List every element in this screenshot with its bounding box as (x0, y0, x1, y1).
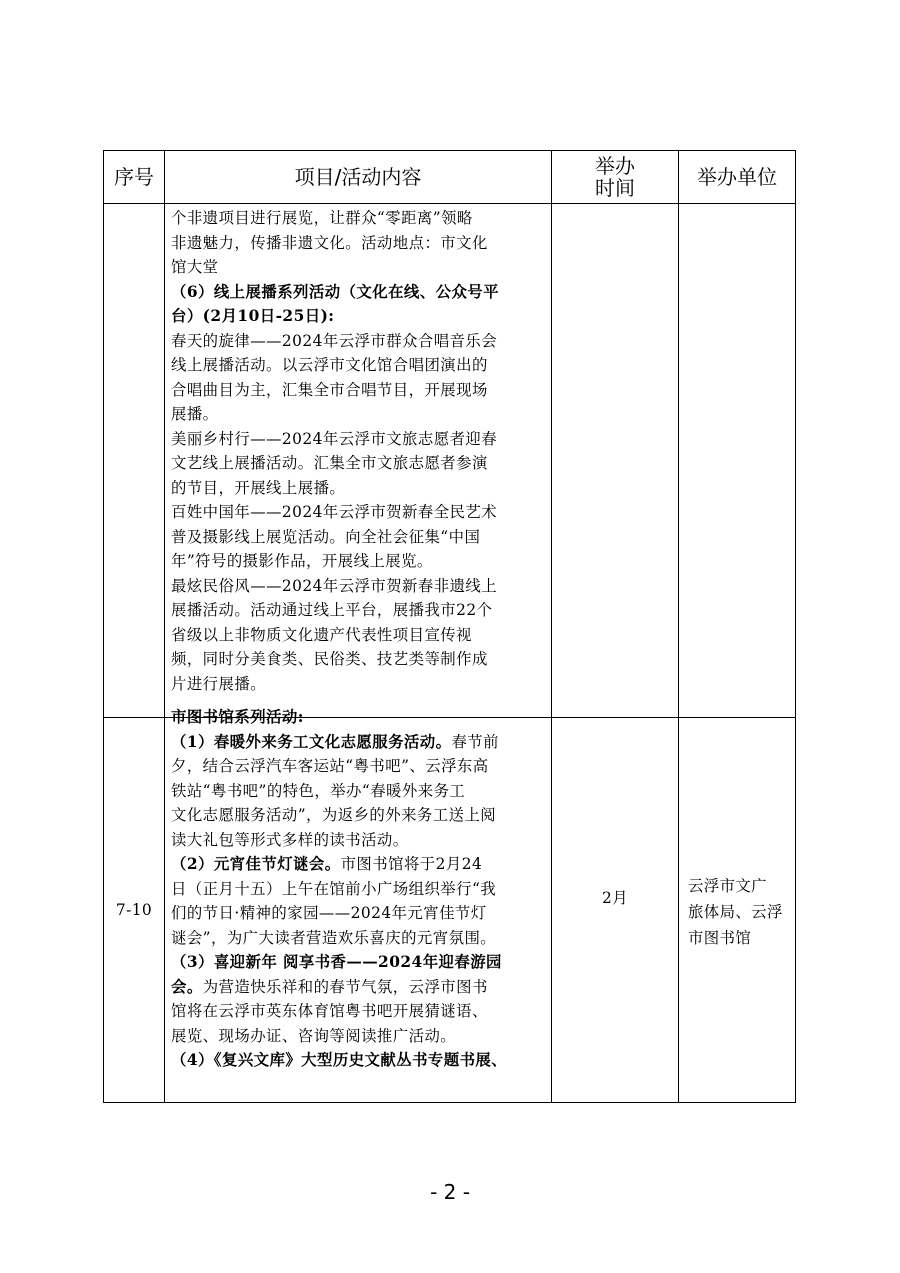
text-line: 馆将在云浮市英东体育馆粤书吧开展猜谜语、 (171, 1002, 488, 1020)
text-line: 频，同时分美食类、民俗类、技艺类等制作成 (171, 650, 488, 668)
row-organizer-cell: 云浮市文广 旅体局、云浮 市图书馆 (688, 877, 783, 947)
text-line: 们的节日·精神的家园——2024年元宵佳节灯 (171, 904, 487, 922)
header-organizer: 举办单位 (697, 165, 777, 189)
table-left-border (103, 150, 104, 1103)
text-line: 合唱曲目为主，汇集全市合唱节目，开展现场 (171, 380, 488, 399)
text-line: 片进行展播。 (171, 674, 267, 693)
text-line: 夕，结合云浮汽车客运站“粤书吧”、云浮东高 (171, 757, 489, 775)
text-line: 展览、现场办证、咨询等阅读推广活动。 (171, 1026, 457, 1045)
text-line: 个非遗项目进行展览，让群众“零距离”领略 (171, 209, 473, 227)
text-line: 日（正月十五）上午在馆前小广场组织举行“我 (171, 879, 497, 898)
text-line: （2）元宵佳节灯谜会。市图书馆将于2月24 (171, 855, 483, 873)
text-line: 会。为营造快乐祥和的春节气氛，云浮市图书 (171, 977, 488, 996)
table-right-border (795, 150, 796, 1103)
text-line: 展播活动。活动通过线上平台，展播我市22个 (171, 601, 493, 619)
header-time: 举办 时间 (595, 154, 635, 200)
col-divider-time (678, 150, 679, 1103)
text-line: （3）喜迎新年 阅享书香——2024年迎春游园 (171, 953, 502, 971)
text-line: 省级以上非物质文化遗产代表性项目宣传视 (171, 625, 472, 644)
header-bottom-border (103, 203, 796, 204)
text-line: 百姓中国年——2024年云浮市贺新春全民艺术 (171, 503, 498, 521)
text-line: 线上展播活动。以云浮市文化馆合唱团演出的 (171, 356, 488, 374)
header-content: 项目/活动内容 (294, 165, 422, 189)
text-line: 铁站“粤书吧”的特色，举办“春暖外来务工 (171, 781, 466, 800)
text-line: 谜会”，为广大读者营造欢乐喜庆的元宵氛围。 (171, 928, 497, 947)
text-line: 年”符号的摄影作品，开展线上展览。 (171, 552, 433, 570)
text-line: 的节目，开展线上展播。 (171, 478, 346, 497)
text-line: 文化志愿服务活动”，为返乡的外来务工送上阅 (171, 806, 497, 824)
text-line: 最炫民俗风——2024年云浮市贺新春非遗线上 (171, 576, 498, 595)
section-heading: （6）线上展播系列活动（文化在线、公众号平 (171, 282, 499, 301)
text-line: 馆大堂 (171, 258, 219, 276)
col-divider-content (551, 150, 552, 1103)
header-seq: 序号 (114, 165, 154, 189)
table-bottom-border (103, 1102, 796, 1103)
row-seq-cell: 7-10 (115, 901, 153, 919)
row-time-cell: 2月 (602, 889, 628, 907)
text-line: 春天的旋律——2024年云浮市群众合唱音乐会 (171, 331, 498, 350)
col-divider-seq (164, 150, 165, 1103)
section-title: 市图书馆系列活动: (171, 708, 304, 726)
text-line: 读大礼包等形式多样的读书活动。 (171, 830, 409, 849)
content-column (171, 206, 548, 1073)
text-line: 展播。 (171, 405, 219, 423)
text-line: （1）春暖外来务工文化志愿服务活动。春节前 (171, 732, 499, 751)
text-line: 非遗魅力，传播非遗文化。活动地点：市文化 (171, 233, 488, 252)
text-line: 美丽乡村行——2024年云浮市文旅志愿者迎春 (171, 429, 498, 448)
text-line: 普及摄影线上展览活动。向全社会征集“中国 (171, 527, 481, 546)
section-heading: （4）《复兴文库》大型历史文献丛书专题书展、 (171, 1051, 508, 1069)
page-number: - 2 - (430, 1180, 470, 1204)
section-heading: 台）(2月10日-25日): (171, 307, 335, 325)
text-line: 文艺线上展播活动。汇集全市文旅志愿者参演 (171, 454, 488, 472)
